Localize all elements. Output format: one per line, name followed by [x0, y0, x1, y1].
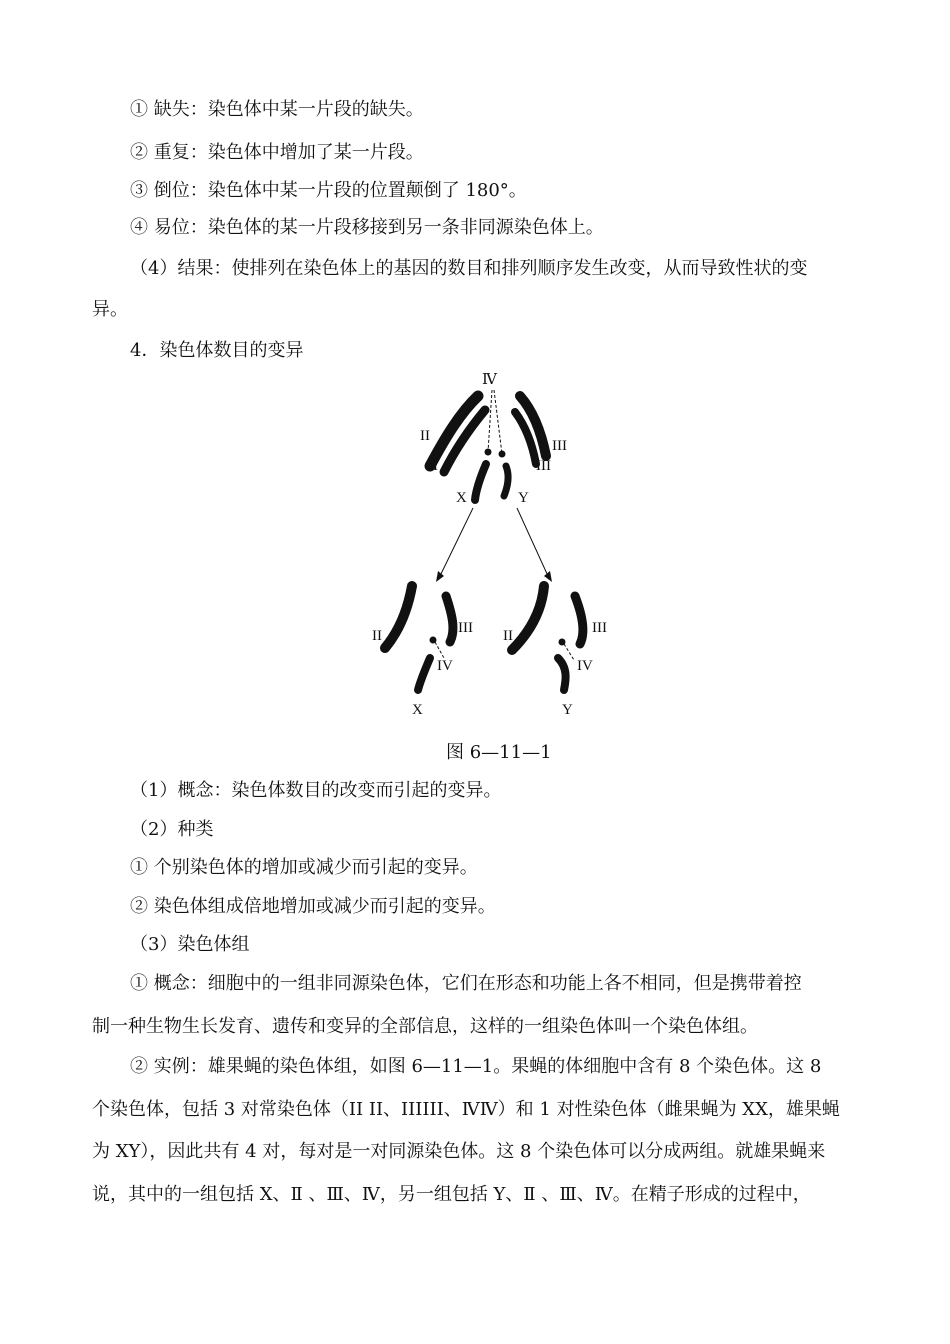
left-chromosome-x	[418, 658, 430, 690]
label-y-top: Y	[518, 490, 529, 506]
label-iv-top: Ⅳ	[482, 372, 497, 388]
label-x-top: X	[456, 490, 467, 506]
right-label-iv: IV	[577, 658, 593, 674]
right-chromosome-iii	[575, 596, 583, 644]
label-ii-top-a: II	[420, 428, 430, 444]
iv-dashed-left	[488, 390, 492, 452]
right-chromosome-ii	[512, 586, 544, 650]
text-line-6: 异。	[92, 299, 128, 320]
text-line-15: ② 实例：雄果蝇的染色体组，如图 6—11—1。果蝇的体细胞中含有 8 个染色体。这 8	[130, 1056, 822, 1077]
left-chromosome-ii	[385, 586, 412, 648]
text-line-18: 说，其中的一组包括 X、Ⅱ 、Ⅲ、Ⅳ，另一组包括 Y、Ⅱ 、Ⅲ、Ⅳ。在精子形成的过程中，	[92, 1184, 811, 1205]
label-ii-top-b: II	[428, 458, 438, 474]
text-line-10: ① 个别染色体的增加或减少而引起的变异。	[130, 857, 478, 878]
text-line-1: ① 缺失：染色体中某一片段的缺失。	[130, 99, 424, 120]
text-line-4: ④ 易位：染色体的某一片段移接到另一条非同源染色体上。	[130, 217, 604, 238]
text-line-11: ② 染色体组成倍地增加或减少而引起的变异。	[130, 896, 496, 917]
chromosome-x-top	[475, 464, 486, 500]
chromosome-figure	[360, 368, 650, 726]
text-line-8: （1）概念：染色体数目的改变而引起的变异。	[130, 780, 502, 801]
right-iv-dashed	[564, 644, 574, 660]
text-line-16: 个染色体，包括 3 对常染色体（II II、IIIIII、ⅣⅣ）和 1 对性染色体（雌果蝇为 XX，雄果蝇	[92, 1099, 840, 1120]
left-label-x: X	[412, 702, 423, 718]
text-line-17: 为 XY），因此共有 4 对，每对是一对同源染色体。这 8 个染色体可以分成两组。就雄果蝇来	[92, 1141, 826, 1162]
left-label-ii: II	[372, 628, 382, 644]
text-line-12: （3）染色体组	[130, 934, 250, 955]
text-line-5: （4）结果：使排列在染色体上的基因的数目和排列顺序发生改变，从而导致性状的变	[130, 258, 808, 279]
left-iv-dashed	[435, 642, 444, 658]
arrowhead-left	[436, 571, 444, 582]
right-chromosome-y	[558, 658, 566, 690]
arrowhead-right	[544, 571, 552, 582]
figure-caption: 图 6—11—1	[446, 742, 552, 763]
text-line-14: 制一种生物生长发育、遗传和变异的全部信息，这样的一组染色体叫一个染色体组。	[92, 1016, 758, 1037]
left-chromosome-iii	[446, 596, 453, 642]
left-label-iii: III	[458, 620, 473, 636]
text-line-13: ① 概念：细胞中的一组非同源染色体，它们在形态和功能上各不相同，但是携带着控	[130, 973, 802, 994]
text-line-2: ② 重复：染色体中增加了某一片段。	[130, 142, 424, 163]
text-line-9: （2）种类	[130, 819, 214, 840]
label-iii-top-a: III	[552, 438, 567, 454]
label-iii-top-b: III	[536, 458, 551, 474]
arrow-left	[440, 508, 473, 576]
text-line-3: ③ 倒位：染色体中某一片段的位置颠倒了 180°。	[130, 180, 527, 201]
iv-dashed-right	[494, 390, 502, 454]
section-heading: 4．染色体数目的变异	[130, 340, 304, 361]
right-label-ii: II	[503, 628, 513, 644]
right-label-y: Y	[562, 702, 573, 718]
chromosome-y-top	[504, 466, 508, 496]
right-label-iii: III	[592, 620, 607, 636]
left-label-iv: IV	[437, 658, 453, 674]
arrow-right	[517, 508, 548, 576]
